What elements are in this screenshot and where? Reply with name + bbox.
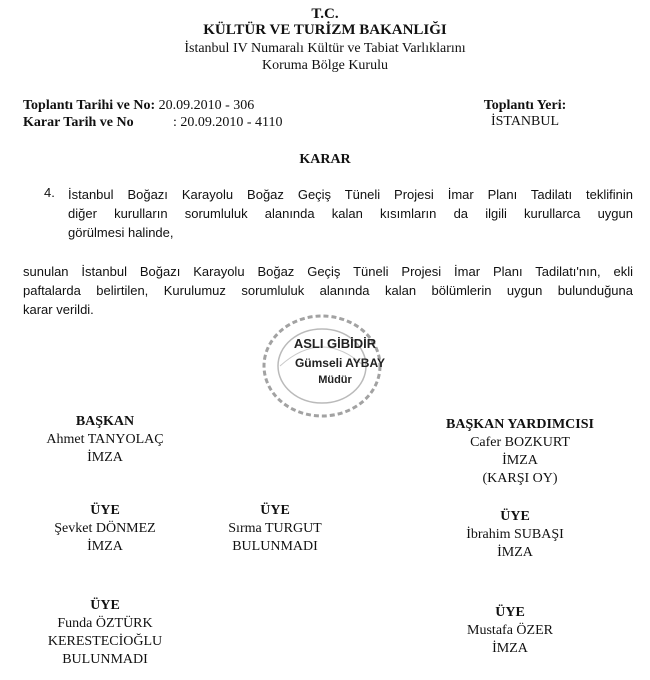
- meeting-place: [450, 98, 600, 130]
- meeting-date-row: [23, 98, 254, 114]
- signatory-title: ÜYE: [500, 509, 530, 524]
- meeting-date-label: Toplantı Tarihi ve No:: [23, 98, 156, 113]
- signatory-title: BAŞKAN YARDIMCISI: [446, 417, 594, 432]
- signatory-title: ÜYE: [260, 503, 290, 518]
- decision-number-label: Karar Tarih ve No: [23, 115, 134, 130]
- signatory-president: [20, 413, 190, 467]
- decision-para-line1: sunulan İstanbul Boğazı Karayolu Boğaz Geçiş Tüneli Projesi İmar Planı Tadilatı'nın, ekli: [23, 264, 633, 279]
- signatory-member-1: [10, 502, 200, 556]
- signatory-name-line1: Funda ÖZTÜRK: [57, 616, 153, 631]
- signatory-title: ÜYE: [495, 605, 525, 620]
- signatory-member-4: [5, 597, 205, 669]
- decision-item-line1: İstanbul Boğazı Karayolu Boğaz Geçiş Tüneli Projesi İmar Planı Tadilatı teklifinin: [68, 187, 633, 202]
- signatory-member-5: [420, 604, 600, 658]
- signatory-status: BULUNMADI: [62, 652, 148, 667]
- signatory-name: Mustafa ÖZER: [467, 623, 553, 638]
- decision-number-row: [23, 115, 283, 131]
- decision-para-line3: karar verildi.: [23, 302, 94, 317]
- official-stamp: [250, 308, 410, 418]
- header-tc: T.C.: [311, 6, 339, 22]
- signatory-note: (KARŞI OY): [482, 471, 558, 486]
- signatory-title: ÜYE: [90, 503, 120, 518]
- signatory-title: ÜYE: [90, 598, 120, 613]
- signatory-member-3: [420, 508, 610, 562]
- header-board-line2: Koruma Bölge Kurulu: [262, 58, 388, 73]
- signatory-status: BULUNMADI: [232, 539, 318, 554]
- meeting-place-label: Toplantı Yeri:: [483, 98, 567, 113]
- signatory-status: İMZA: [497, 545, 533, 560]
- decision-item-line2: diğer kurulların sorumluluk alanında kalan kısımların da ilgili kurullarca uygun: [68, 206, 633, 221]
- decision-item-text: [68, 185, 633, 242]
- signatory-member-2: [200, 502, 350, 556]
- stamp-line1: ASLI GİBİDİR: [293, 336, 377, 351]
- signatory-name-line2: KERESTECİOĞLU: [47, 634, 163, 649]
- decision-item-number: 4.: [44, 185, 55, 200]
- decision-item-line3: görülmesi halinde,: [68, 225, 174, 240]
- signatory-name: Cafer BOZKURT: [470, 435, 570, 450]
- signatory-vice-president: [420, 416, 620, 488]
- stamp-line3: Müdür: [318, 374, 352, 386]
- signatory-name: Ahmet TANYOLAÇ: [46, 432, 164, 447]
- signatory-status: İMZA: [502, 453, 538, 468]
- signatory-status: İMZA: [492, 641, 528, 656]
- signatory-title: BAŞKAN: [75, 414, 135, 429]
- signatory-name: İbrahim SUBAŞI: [466, 527, 564, 542]
- meeting-date-value: 20.09.2010 - 306: [158, 98, 255, 113]
- signatory-name: Şevket DÖNMEZ: [54, 521, 156, 536]
- header-ministry: KÜLTÜR VE TURİZM BAKANLIĞI: [203, 22, 447, 38]
- signatory-status: İMZA: [87, 539, 123, 554]
- signatory-name: Sırma TURGUT: [228, 521, 322, 536]
- meeting-place-value: İSTANBUL: [490, 114, 560, 129]
- stamp-line2: Gümseli AYBAY: [294, 356, 386, 370]
- decision-number-value: : 20.09.2010 - 4110: [173, 115, 283, 130]
- decision-title: KARAR: [299, 152, 351, 167]
- header-board-line1: İstanbul IV Numaralı Kültür ve Tabiat Varlıklarını: [184, 41, 466, 56]
- signatory-status: İMZA: [87, 450, 123, 465]
- decision-para-line2: paftalarda belirtilen, Kurulumuz sorumluluk alanında kalan bölümlerin uygun bulunduğuna: [23, 283, 633, 298]
